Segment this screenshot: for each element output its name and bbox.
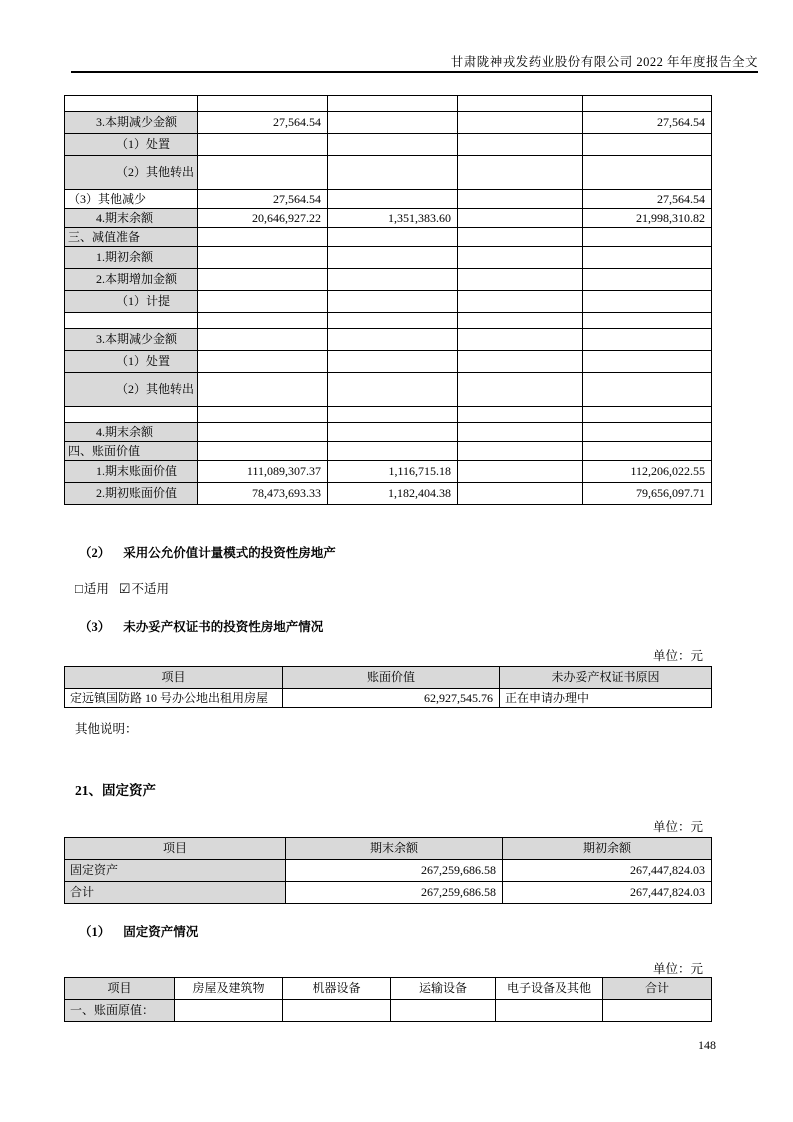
table-cell (458, 269, 583, 291)
table-cell (198, 351, 328, 373)
table-cell (583, 329, 712, 351)
table-cell (391, 1000, 496, 1022)
report-header-title: 甘肃陇神戎发药业股份有限公司 2022 年年度报告全文 (450, 55, 758, 69)
header-cell: 账面价值 (283, 667, 500, 689)
header-cell: 合计 (603, 978, 712, 1000)
table-cell (458, 134, 583, 156)
table-row (65, 112, 712, 134)
header-cell: 项目 (65, 978, 175, 1000)
table-cell (328, 351, 458, 373)
table-cell: 4.期末余额 (65, 423, 198, 442)
table-cell (328, 442, 458, 461)
header-cell: 机器设备 (283, 978, 391, 1000)
investment-property-carryover-table (64, 95, 712, 505)
table-cell: （1）处置 (65, 134, 198, 156)
table-row (65, 156, 712, 190)
header-cell: 期初余额 (503, 838, 712, 860)
table-cell: 4.期末余额 (65, 209, 198, 228)
header-cell: 房屋及建筑物 (175, 978, 283, 1000)
table-cell: 62,927,545.76 (283, 689, 500, 708)
section-title-text: 固定资产情况 (123, 925, 199, 939)
data-table (64, 666, 712, 708)
header-rule (71, 71, 758, 73)
table-cell (328, 190, 458, 209)
table-cell (328, 247, 458, 269)
table-row (65, 228, 712, 247)
table-cell (583, 423, 712, 442)
table-cell: （1）处置 (65, 351, 198, 373)
table-row (65, 1000, 712, 1022)
header-cell: 项目 (65, 838, 286, 860)
table-cell: 20,646,927.22 (198, 209, 328, 228)
table-row (65, 190, 712, 209)
table-cell: 2.期初账面价值 (65, 483, 198, 505)
table-cell (328, 269, 458, 291)
table-row (65, 442, 712, 461)
table-header-row (65, 667, 712, 689)
table-cell (198, 247, 328, 269)
table-row (65, 689, 712, 708)
table-cell: 定远镇国防路 10 号办公地出租用房屋 (65, 689, 283, 708)
header-cell: 未办妥产权证书原因 (500, 667, 712, 689)
table-cell (65, 313, 198, 329)
header-cell: 项目 (65, 667, 283, 689)
table-row (65, 329, 712, 351)
unit-label: 单位：元 (652, 820, 703, 834)
table-cell (583, 156, 712, 190)
table-row (65, 373, 712, 407)
table-row (65, 209, 712, 228)
table-cell: 27,564.54 (198, 190, 328, 209)
table-cell (175, 1000, 283, 1022)
table-header-row (65, 838, 712, 860)
table-cell: 2.本期增加金额 (65, 269, 198, 291)
table-cell: 正在申请办理中 (500, 689, 712, 708)
section-title-fair-value-mode (79, 543, 336, 561)
table-cell (328, 313, 458, 329)
table-cell (198, 373, 328, 407)
table-cell (458, 407, 583, 423)
table-cell: 1,351,383.60 (328, 209, 458, 228)
table-cell: 27,564.54 (198, 112, 328, 134)
table-cell (583, 442, 712, 461)
table-cell (458, 156, 583, 190)
table-cell (198, 228, 328, 247)
table-cell (328, 134, 458, 156)
table-cell (458, 423, 583, 442)
table-row (65, 247, 712, 269)
data-table (64, 977, 712, 1022)
table-cell (328, 112, 458, 134)
table-cell: （1）计提 (65, 291, 198, 313)
table-row (65, 407, 712, 423)
table-cell (328, 329, 458, 351)
table-cell (458, 351, 583, 373)
table-cell: 78,473,693.33 (198, 483, 328, 505)
table-cell (583, 134, 712, 156)
table-cell: 1,182,404.38 (328, 483, 458, 505)
table-cell: （2）其他转出 (65, 156, 198, 190)
section-title-fixed-assets-detail (79, 922, 198, 940)
table-row (65, 134, 712, 156)
table-cell (65, 407, 198, 423)
table-cell (198, 329, 328, 351)
section-number: （3） (79, 620, 111, 634)
table-cell (583, 247, 712, 269)
unchecked-checkbox-icon: □ (75, 581, 83, 596)
table-cell: 三、减值准备 (65, 228, 198, 247)
table-cell: 27,564.54 (583, 112, 712, 134)
table-row (65, 860, 712, 882)
other-note-label: 其他说明： (75, 722, 138, 736)
table-cell (198, 423, 328, 442)
not-applicable-label: 不适用 (131, 582, 170, 596)
checked-checkbox-icon: ☑ (118, 581, 131, 596)
table-cell: 79,656,097.71 (583, 483, 712, 505)
applicable-label: 适用 (83, 582, 109, 596)
table-cell: 3.本期减少金额 (65, 329, 198, 351)
table-cell (198, 269, 328, 291)
table-cell: 27,564.54 (583, 190, 712, 209)
table-cell (458, 483, 583, 505)
table-cell (458, 291, 583, 313)
table-cell (583, 313, 712, 329)
table-cell: 267,259,686.58 (286, 882, 503, 904)
no-cert-property-table (64, 666, 712, 708)
table-cell: 四、账面价值 (65, 442, 198, 461)
table-cell (283, 1000, 391, 1022)
data-table (64, 95, 712, 505)
table-cell (458, 209, 583, 228)
table-cell: 一、账面原值： (65, 1000, 175, 1022)
table-cell: 21,998,310.82 (583, 209, 712, 228)
table-row (65, 96, 712, 112)
table-cell (583, 351, 712, 373)
page-number: 148 (698, 1038, 716, 1052)
table-cell (458, 442, 583, 461)
table-row (65, 882, 712, 904)
table-cell (198, 134, 328, 156)
table-cell (458, 96, 583, 112)
table-cell (458, 190, 583, 209)
fixed-assets-summary-table (64, 837, 712, 904)
table-cell (328, 291, 458, 313)
table-cell (458, 313, 583, 329)
table-cell (198, 156, 328, 190)
table-cell (583, 228, 712, 247)
table-cell (583, 96, 712, 112)
applicability-row (75, 579, 169, 597)
table-cell: 1.期末账面价值 (65, 461, 198, 483)
table-cell (603, 1000, 712, 1022)
unit-label: 单位：元 (652, 649, 703, 663)
header-cell: 期末余额 (286, 838, 503, 860)
table-cell (328, 423, 458, 442)
table-cell: 111,089,307.37 (198, 461, 328, 483)
table-cell: 267,447,824.03 (503, 882, 712, 904)
section-title-text: 未办妥产权证书的投资性房地产情况 (123, 620, 324, 634)
table-cell (198, 442, 328, 461)
table-cell: 3.本期减少金额 (65, 112, 198, 134)
table-cell (198, 291, 328, 313)
table-cell (496, 1000, 603, 1022)
table-cell (458, 373, 583, 407)
table-cell (583, 291, 712, 313)
table-header-row (65, 978, 712, 1000)
section-title-no-cert (79, 617, 323, 635)
table-cell (328, 156, 458, 190)
table-row (65, 461, 712, 483)
table-cell: 1,116,715.18 (328, 461, 458, 483)
section-number: （2） (79, 546, 111, 560)
table-cell: 固定资产 (65, 860, 286, 882)
header-cell: 运输设备 (391, 978, 496, 1000)
table-row (65, 483, 712, 505)
table-cell: 267,259,686.58 (286, 860, 503, 882)
table-cell (198, 96, 328, 112)
table-cell (328, 228, 458, 247)
table-row (65, 423, 712, 442)
table-cell (328, 373, 458, 407)
table-cell (583, 407, 712, 423)
header-cell: 电子设备及其他 (496, 978, 603, 1000)
table-cell: （3）其他减少 (65, 190, 198, 209)
table-cell (458, 329, 583, 351)
table-row (65, 313, 712, 329)
table-row (65, 269, 712, 291)
table-cell (198, 313, 328, 329)
table-cell (328, 96, 458, 112)
table-cell (458, 461, 583, 483)
fixed-assets-detail-table (64, 977, 712, 1022)
table-cell (458, 112, 583, 134)
table-cell (583, 269, 712, 291)
table-row (65, 351, 712, 373)
table-cell (583, 373, 712, 407)
table-cell: 1.期初余额 (65, 247, 198, 269)
table-cell: 267,447,824.03 (503, 860, 712, 882)
table-cell (458, 247, 583, 269)
table-row (65, 291, 712, 313)
table-cell (65, 96, 198, 112)
table-cell (198, 407, 328, 423)
section-title-text: 采用公允价值计量模式的投资性房地产 (123, 546, 336, 560)
section-title-fixed-assets: 21、固定资产 (75, 783, 156, 798)
section-number: （1） (79, 925, 111, 939)
table-cell: （2）其他转出 (65, 373, 198, 407)
table-cell (328, 407, 458, 423)
data-table (64, 837, 712, 904)
table-cell: 112,206,022.55 (583, 461, 712, 483)
table-cell: 合计 (65, 882, 286, 904)
unit-label: 单位：元 (652, 962, 703, 976)
table-cell (458, 228, 583, 247)
